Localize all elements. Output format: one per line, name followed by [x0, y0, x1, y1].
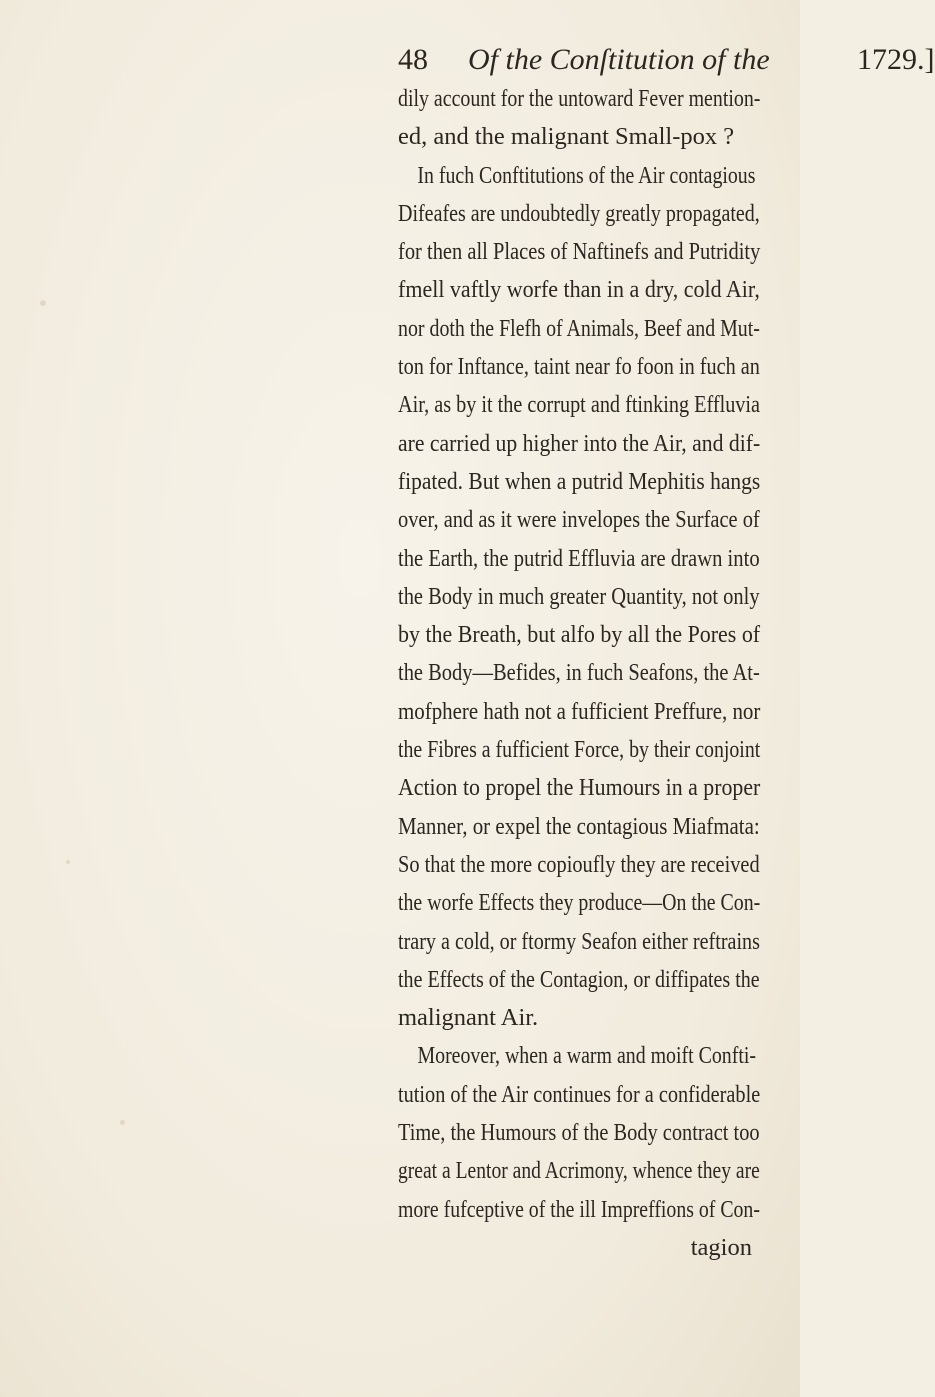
text-line: the Effects of the Contagion, or diffipates the: [398, 965, 760, 993]
text-line: by the Breath, but alfo by all the Pores of: [398, 621, 761, 649]
text-line: Action to propel the Humours in a proper: [398, 774, 761, 802]
text-line: great a Lentor and Acrimony, whence they are: [398, 1157, 760, 1185]
text-line: In fuch Conftitutions of the Air contagious: [417, 161, 756, 189]
text-line: the Fibres a fufficient Force, by their conjoint: [398, 736, 761, 764]
text-line: Air, as by it the corrupt and ftinking Effluvia: [398, 391, 761, 419]
paper-blemish: [40, 300, 46, 306]
text-line: mofphere hath not a fufficient Preffure, nor: [398, 697, 761, 725]
text-line: over, and as it were invelopes the Surface of: [398, 506, 760, 534]
text-line: trary a cold, or ftormy Seafon either reftrains: [398, 927, 760, 955]
text-line: for then all Places of Naftinefs and Putridity: [398, 238, 761, 266]
text-line: the Earth, the putrid Effluvia are drawn into: [398, 544, 760, 572]
text-line: Moreover, when a warm and moift Confti-: [417, 1042, 757, 1070]
running-title: Of the Conſtitution of the: [468, 43, 770, 76]
body-text: [398, 80, 760, 1267]
text-line: dily account for the untoward Fever mention-: [398, 85, 761, 112]
text-line: ed, and the malignant Small-pox ?: [398, 123, 735, 151]
text-line: are carried up higher into the Air, and dif-: [398, 429, 761, 457]
paper-blemish: [66, 860, 70, 864]
text-line: So that the more copioufly they are received: [398, 850, 760, 878]
text-line: more fufceptive of the ill Impreffions of Con-: [398, 1195, 760, 1223]
header-year: 1729.]: [857, 43, 935, 76]
text-line: malignant Air.: [398, 1004, 539, 1032]
catchword: tagion: [690, 1233, 752, 1261]
text-line: fipated. But when a putrid Mephitis hangs: [398, 467, 761, 495]
text-line: nor doth the Flefh of Animals, Beef and Mut-: [398, 314, 760, 342]
page-number: 48: [398, 43, 428, 76]
text-line: Manner, or expel the contagious Miafmata:: [398, 812, 760, 840]
text-line: the worfe Effects they produce—On the Con-: [398, 889, 761, 917]
text-line: fmell vaftly worfe than in a dry, cold Air,: [398, 276, 760, 304]
text-line: the Body—Befides, in fuch Seafons, the At-: [398, 659, 760, 687]
text-line: Difeafes are undoubtedly greatly propagated,: [398, 199, 760, 227]
paper-blemish: [120, 1120, 125, 1125]
text-line: tution of the Air continues for a confiderable: [398, 1080, 761, 1108]
text-line: the Body in much greater Quantity, not only: [398, 582, 760, 610]
text-line: Time, the Humours of the Body contract too: [398, 1119, 760, 1147]
text-line: ton for Inftance, taint near fo foon in fuch an: [398, 353, 760, 381]
